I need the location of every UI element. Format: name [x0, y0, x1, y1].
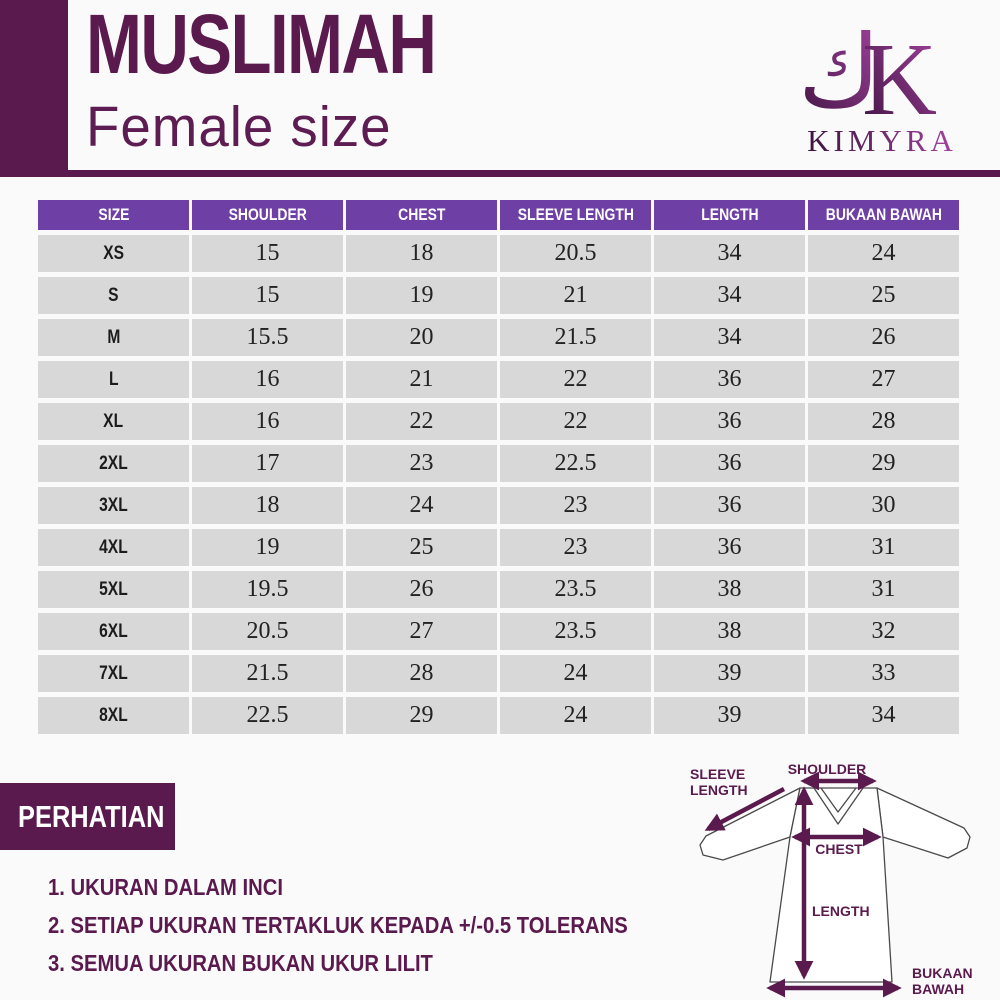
table-row	[38, 319, 959, 356]
shoulder-value-cell: 18	[192, 487, 343, 524]
size-label-cell: 2XL	[38, 445, 189, 482]
col-header-size: SIZE	[38, 200, 189, 230]
table-row	[38, 655, 959, 692]
bukaan-bawah-value-cell: 29	[808, 445, 959, 482]
length-label: LENGTH	[812, 903, 870, 919]
size-label-cell: M	[38, 319, 189, 356]
chest-value-cell: 20	[346, 319, 497, 356]
table-row	[38, 445, 959, 482]
shoulder-value-cell: 22.5	[192, 697, 343, 734]
garment-outline-icon	[700, 788, 970, 982]
bukaan-bawah-value-cell: 25	[808, 277, 959, 314]
bukaan-bawah-value-cell: 34	[808, 697, 959, 734]
length-value-cell: 36	[654, 403, 805, 440]
table-header-row	[38, 200, 959, 230]
sleeve-length-label: LENGTH	[690, 782, 748, 798]
logo-k-icon: K	[862, 22, 938, 137]
page-subtitle: Female size	[86, 95, 392, 159]
size-label-cell: L	[38, 361, 189, 398]
sleeve-length-value-cell: 24	[500, 655, 651, 692]
size-label-cell: XL	[38, 403, 189, 440]
note-item: 3. SEMUA UKURAN BUKAN UKUR LILIT	[48, 950, 433, 976]
shoulder-label: SHOULDER	[787, 761, 867, 777]
bukaan-bawah-value-cell: 28	[808, 403, 959, 440]
bukaan-bawah-value-cell: 27	[808, 361, 959, 398]
size-chart-table	[35, 195, 962, 739]
size-label-cell: 6XL	[38, 613, 189, 650]
shoulder-value-cell: 15	[192, 277, 343, 314]
sleeve-length-value-cell: 21.5	[500, 319, 651, 356]
chest-value-cell: 29	[346, 697, 497, 734]
sleeve-length-value-cell: 22	[500, 403, 651, 440]
table-row	[38, 361, 959, 398]
length-value-cell: 34	[654, 319, 805, 356]
sleeve-length-value-cell: 23	[500, 529, 651, 566]
bukaan-bawah-value-cell: 31	[808, 571, 959, 608]
chest-value-cell: 28	[346, 655, 497, 692]
shoulder-value-cell: 15	[192, 235, 343, 272]
bukaan-bawah-label: BUKAAN	[912, 965, 973, 981]
length-value-cell: 39	[654, 655, 805, 692]
chest-value-cell: 24	[346, 487, 497, 524]
table-row	[38, 487, 959, 524]
table-row	[38, 235, 959, 272]
bukaan-bawah-value-cell: 24	[808, 235, 959, 272]
shoulder-value-cell: 17	[192, 445, 343, 482]
chest-value-cell: 23	[346, 445, 497, 482]
sleeve-length-value-cell: 20.5	[500, 235, 651, 272]
accent-block	[0, 0, 68, 171]
sleeve-length-value-cell: 22	[500, 361, 651, 398]
col-header-length: LENGTH	[654, 200, 805, 230]
length-value-cell: 36	[654, 529, 805, 566]
table-row	[38, 403, 959, 440]
brand-logo	[790, 6, 975, 164]
col-header-bukaan-bawah: BUKAAN BAWAH	[808, 200, 959, 230]
table-row	[38, 571, 959, 608]
logo-arabic-kaf-icon: ك	[798, 13, 881, 130]
col-header-chest: CHEST	[346, 200, 497, 230]
chest-value-cell: 22	[346, 403, 497, 440]
note-item: 2. SETIAP UKURAN TERTAKLUK KEPADA +/-0.5 TOLERANS	[48, 912, 628, 938]
length-value-cell: 36	[654, 487, 805, 524]
brand-name: KIMYRA	[807, 123, 957, 158]
size-label-cell: 4XL	[38, 529, 189, 566]
size-label-cell: S	[38, 277, 189, 314]
header-divider	[0, 170, 1000, 177]
perhatian-banner	[0, 783, 175, 850]
chest-value-cell: 19	[346, 277, 497, 314]
shoulder-value-cell: 19.5	[192, 571, 343, 608]
sleeve-length-value-cell: 23.5	[500, 613, 651, 650]
shoulder-value-cell: 16	[192, 361, 343, 398]
note-item: 1. UKURAN DALAM INCI	[48, 874, 284, 900]
chest-value-cell: 27	[346, 613, 497, 650]
sleeve-length-value-cell: 23	[500, 487, 651, 524]
bukaan-bawah-value-cell: 33	[808, 655, 959, 692]
size-label-cell: XS	[38, 235, 189, 272]
shoulder-value-cell: 21.5	[192, 655, 343, 692]
bukaan-bawah-label: BAWAH	[912, 981, 965, 997]
shoulder-value-cell: 15.5	[192, 319, 343, 356]
length-value-cell: 38	[654, 571, 805, 608]
measurement-diagram	[618, 748, 990, 1000]
page-title: MUSLIMAH	[86, 0, 436, 91]
sleeve-length-label: SLEEVE	[690, 766, 746, 782]
table-row	[38, 529, 959, 566]
sleeve-length-value-cell: 23.5	[500, 571, 651, 608]
bukaan-bawah-value-cell: 31	[808, 529, 959, 566]
perhatian-heading: PERHATIAN	[18, 798, 165, 834]
sleeve-length-value-cell: 24	[500, 697, 651, 734]
chest-value-cell: 25	[346, 529, 497, 566]
size-label-cell: 5XL	[38, 571, 189, 608]
chest-label: CHEST	[815, 841, 863, 857]
size-label-cell: 3XL	[38, 487, 189, 524]
chest-value-cell: 18	[346, 235, 497, 272]
chest-value-cell: 26	[346, 571, 497, 608]
bukaan-bawah-value-cell: 32	[808, 613, 959, 650]
length-value-cell: 39	[654, 697, 805, 734]
col-header-sleeve-length: SLEEVE LENGTH	[500, 200, 651, 230]
col-header-shoulder: SHOULDER	[192, 200, 343, 230]
notes-list	[48, 868, 707, 982]
chest-value-cell: 21	[346, 361, 497, 398]
shoulder-value-cell: 19	[192, 529, 343, 566]
shoulder-value-cell: 20.5	[192, 613, 343, 650]
length-value-cell: 34	[654, 235, 805, 272]
table-row	[38, 697, 959, 734]
sleeve-length-value-cell: 21	[500, 277, 651, 314]
size-label-cell: 7XL	[38, 655, 189, 692]
bukaan-bawah-value-cell: 30	[808, 487, 959, 524]
length-value-cell: 38	[654, 613, 805, 650]
shoulder-value-cell: 16	[192, 403, 343, 440]
size-table-body	[38, 235, 959, 734]
table-row	[38, 277, 959, 314]
length-value-cell: 36	[654, 445, 805, 482]
sleeve-length-value-cell: 22.5	[500, 445, 651, 482]
table-row	[38, 613, 959, 650]
length-value-cell: 34	[654, 277, 805, 314]
size-label-cell: 8XL	[38, 697, 189, 734]
bukaan-bawah-value-cell: 26	[808, 319, 959, 356]
length-value-cell: 36	[654, 361, 805, 398]
